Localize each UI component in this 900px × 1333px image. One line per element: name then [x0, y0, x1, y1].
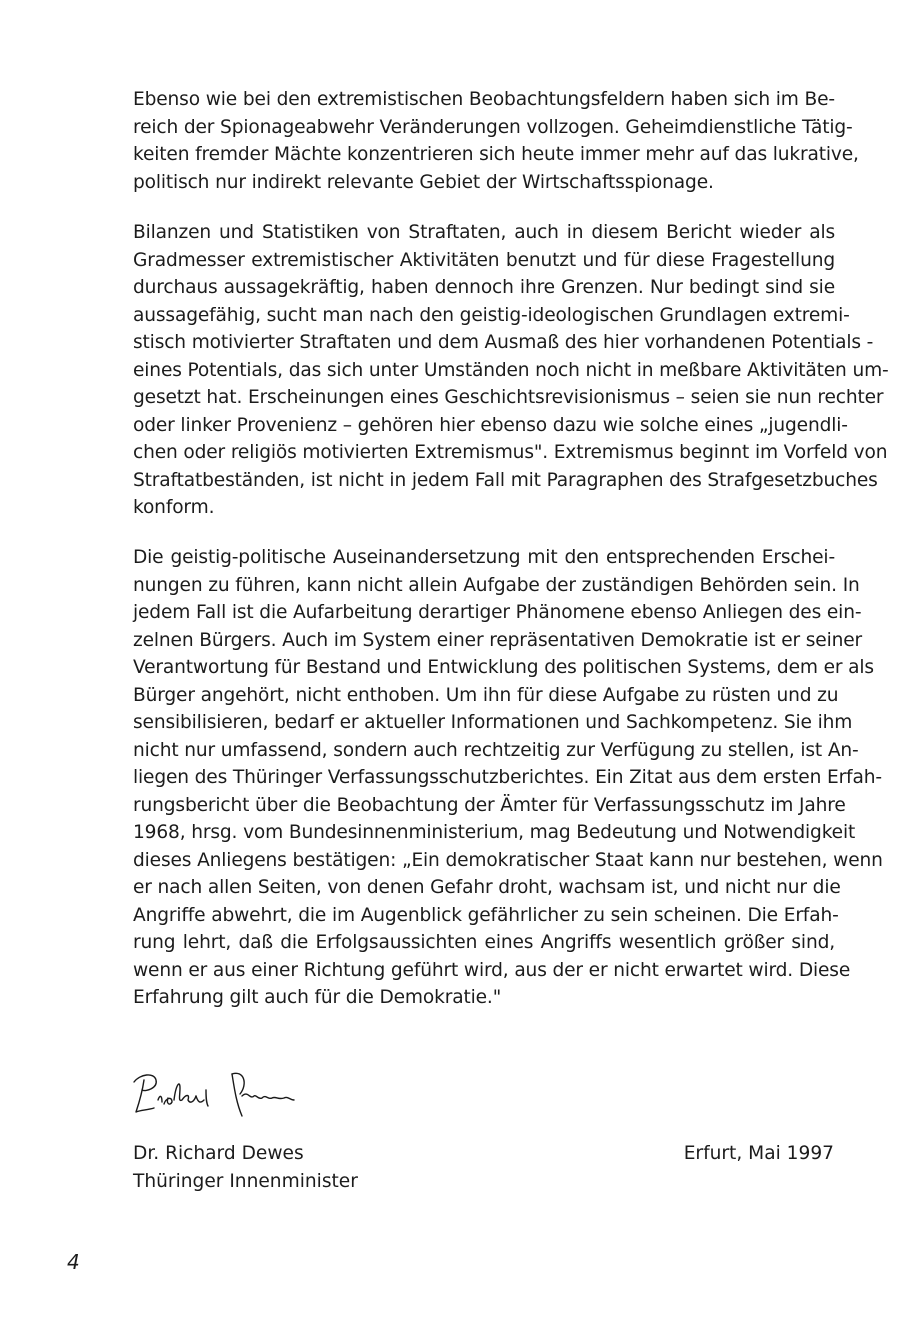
text-line: jedem Fall ist die Aufarbeitung derartiger Phänomene ebenso Anliegen des ein- — [133, 602, 862, 623]
place-date: Erfurt, Mai 1997 — [683, 1143, 834, 1164]
handwritten-signature — [128, 1060, 298, 1130]
text-line: Verantwortung für Bestand und Entwicklung des politischen Systems, dem er als — [133, 657, 874, 678]
text-line: Angriffe abwehrt, die im Augenblick gefährlicher zu sein scheinen. Die Erfah- — [133, 904, 839, 926]
text-line: 1968, hrsg. vom Bundesinnenministerium, mag Bedeutung und Notwendigkeit — [133, 822, 856, 843]
text-line: rung lehrt, daß die Erfolgsaussichten eines Angriffs wesentlich größer sind, — [133, 932, 835, 953]
text-line: nungen zu führen, kann nicht allein Aufgabe der zuständigen Behörden sein. In — [133, 574, 860, 596]
text-line: keiten fremder Mächte konzentrieren sich heute immer mehr auf das lukrative, — [133, 144, 859, 165]
text-line: stisch motivierter Straftaten und dem Ausmaß des hier vorhandenen Potentials - — [133, 332, 874, 353]
text-line: durchaus aussagekräftig, haben dennoch ihre Grenzen. Nur bedingt sind sie — [133, 277, 835, 298]
text-line: Gradmesser extremistischer Aktivitäten benutzt und für diese Fragestellung — [133, 249, 835, 271]
text-line: er nach allen Seiten, von denen Gefahr droht, wachsam ist, und nicht nur die — [133, 877, 841, 898]
text-line: rungsbericht über die Beobachtung der Ämter für Verfassungsschutz im Jahre — [133, 794, 846, 816]
text-line: Bürger angehört, nicht enthoben. Um ihn für diese Aufgabe zu rüsten und zu — [133, 684, 839, 706]
text-line: chen oder religiös motivierten Extremismus". Extremismus beginnt im Vorfeld von — [133, 442, 888, 463]
text-line: eines Potentials, das sich unter Umständen noch nicht in meßbare Aktivitäten um- — [133, 359, 889, 381]
text-line: sensibilisieren, bedarf er aktueller Informationen und Sachkompetenz. Sie ihm — [133, 712, 853, 733]
signer-title: Thüringer Innenminister — [133, 1171, 358, 1192]
text-line: aussagefähig, sucht man nach den geistig-ideologischen Grundlagen extremi- — [133, 304, 850, 326]
text-line: konform. — [133, 497, 215, 518]
signer-name: Dr. Richard Dewes — [133, 1143, 304, 1164]
text-line: zelnen Bürgers. Auch im System einer repräsentativen Demokratie ist er seiner — [133, 629, 863, 651]
text-line: politisch nur indirekt relevante Gebiet der Wirtschaftsspionage. — [133, 171, 714, 193]
text-line: wenn er aus einer Richtung geführt wird, aus der er nicht erwartet wird. Diese — [133, 959, 851, 981]
page-number: 4 — [67, 1250, 80, 1274]
paragraph-auseinandersetzung — [133, 544, 883, 1012]
text-line: nicht nur umfassend, sondern auch rechtzeitig zur Verfügung zu stellen, ist An- — [133, 739, 859, 761]
text-line: oder linker Provenienz – gehören hier ebenso dazu wie solche eines „jugendli- — [133, 414, 848, 436]
signer-block — [133, 1140, 358, 1196]
text-line: reich der Spionageabwehr Veränderungen vollzogen. Geheimdienstliche Tätig- — [133, 116, 853, 138]
text-line: liegen des Thüringer Verfassungsschutzberichtes. Ein Zitat aus dem ersten Erfah- — [133, 767, 882, 788]
text-line: Ebenso wie bei den extremistischen Beobachtungsfeldern haben sich im Be- — [133, 89, 835, 110]
text-line: gesetzt hat. Erscheinungen eines Geschichtsrevisionismus – seien sie nun rechter — [133, 387, 884, 408]
text-line: dieses Anliegens bestätigen: „Ein demokratischer Staat kann nur bestehen, wenn — [133, 849, 883, 871]
text-line: Bilanzen und Statistiken von Straftaten, auch in diesem Bericht wieder als — [133, 222, 835, 243]
text-line: Straftatbeständen, ist nicht in jedem Fall mit Paragraphen des Strafgesetzbuches — [133, 469, 878, 491]
text-line: Erfahrung gilt auch für die Demokratie." — [133, 987, 502, 1008]
paragraph-statistiken — [133, 219, 889, 522]
text-line: Die geistig-politische Auseinandersetzung mit den entsprechenden Erschei- — [133, 547, 835, 568]
paragraph-spionageabwehr — [133, 86, 859, 196]
